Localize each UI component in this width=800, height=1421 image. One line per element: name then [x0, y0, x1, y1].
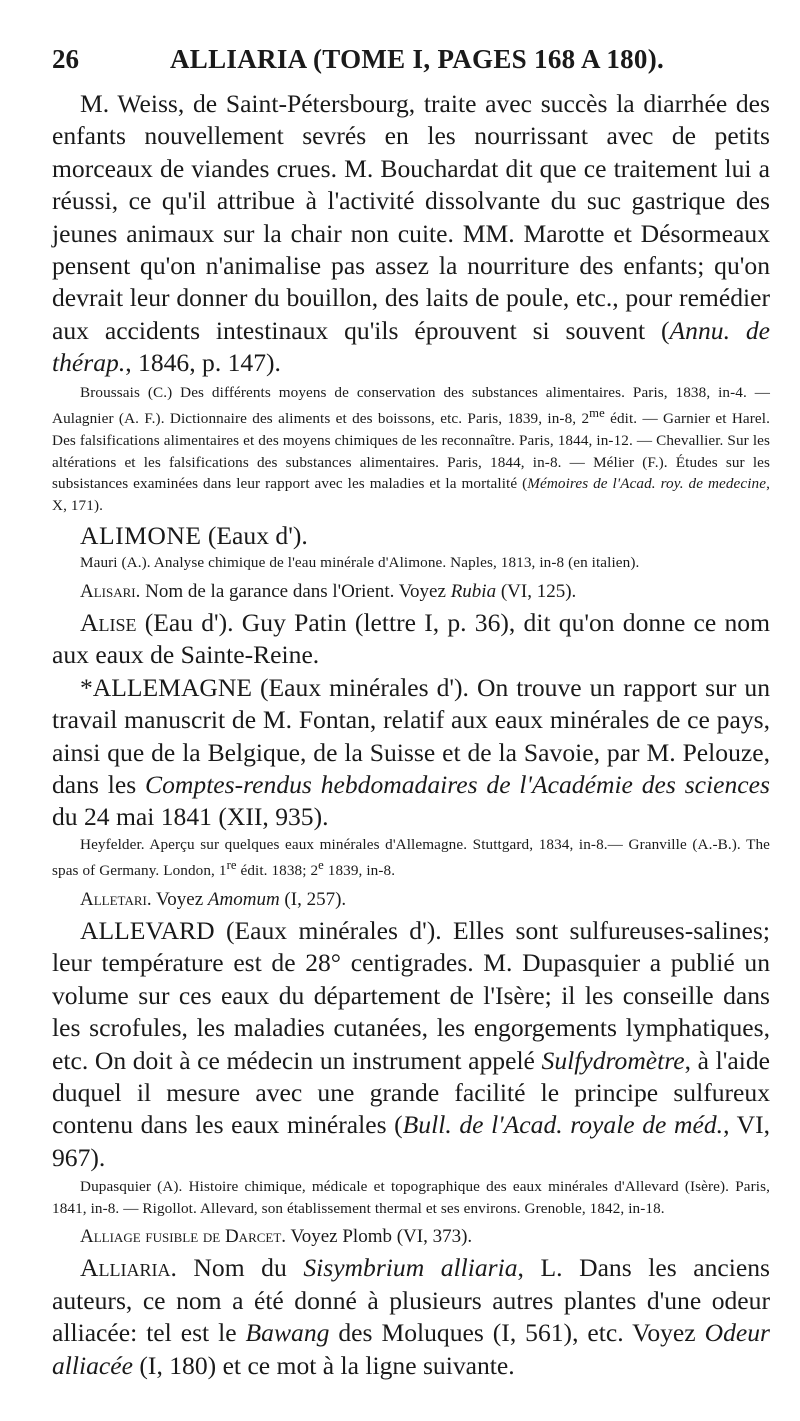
headword: ALIMONE [80, 521, 202, 551]
entry-alisari: Alisari. Nom de la garance dans l'Orient. Voyez Rubia (VI, 125). [80, 580, 577, 602]
instrument-name: Sulfydromètre [541, 1045, 685, 1075]
cross-reference: Rubia [450, 580, 497, 602]
headword: Alletari. [80, 888, 152, 910]
cross-reference: Bawang [245, 1318, 330, 1348]
paragraph-weiss: M. Weiss, de Saint-Pétersbourg, traite avec succès la diarrhée des enfants nouvellement sevrés en les nourrissant avec de petits morceaux de viandes crues. M. Bouchardat dit que ce traitement lui a réussi, ce qu'il attribue à l'activité dissolvante du suc gastrique des jeunes animaux sur la chair non cuite. MM. Marotte et Désormeaux pensent qu'on n'animalise pas assez la nourriture des enfants; qu'on devrait leur donner du bouillon, des laits de poule, etc., pour remédier aux accidents intestinaux qu'ils éprouvent si souvent (Annu. de thérap., 1846, p. 147). [52, 89, 771, 378]
headword: Alliaria. [80, 1253, 177, 1283]
headword: Alliage fusible de Darcet. [80, 1226, 287, 1248]
headword: Alisari. [80, 580, 141, 602]
entry-allevard: ALLEVARD (Eaux minérales d'). Elles sont sulfureuses-salines; leur température est de 28° centigrades. M. Dupasquier a publié un volume sur ces eaux du département de l'Isère; il les conseille dans les scrofules, les maladies cutanées, les engorgements lymphatiques, etc. On doit à ce médecin un instrument appelé Sulfydromètre, à l'aide duquel il mesure avec une grande facilité le principe sulfureux contenu dans les eaux minérales (Bull. de l'Acad. royale de méd., VI, 967). [52, 915, 771, 1172]
running-title: ALLIARIA (TOME I, PAGES 168 A 180). [170, 44, 665, 74]
entry-alletari: Alletari. Voyez Amomum (I, 257). [80, 888, 347, 910]
cross-reference: Amomum [207, 888, 280, 910]
running-header [52, 44, 770, 84]
bibliography-alimentation: Broussais (C.) Des différents moyens de conservation des substances alimentaires. Paris, 1838, in-4. — Aulagnier (A. F.). Dictionnaire des aliments et des boissons, etc. Paris, 1839, in-8, $2^{me}$ édit. — Garnier et Harel. Des falsifications alimentaires et des moyens chimiques de les reconnaître. Paris, 1844, in-12. — Chevallier. Sur les altérations et les falsifications des substances alimentaires. Paris, 1844, in-8. — Mélier (F.). Études sur les subsistances examinées dans leur rapport avec les maladies et la mortalité (Mémoires de l'Acad. roy. de medecine, X, 171). [52, 383, 770, 514]
bibliography-allevard: Dupasquier (A). Histoire chimique, médicale et topographique des eaux minérales d'Allevard (Isère). Paris, 1841, in-8. — Rigollot. Allevard, son établissement thermal et ses environs. Grenoble, 1842, in-18. [52, 1178, 770, 1217]
entry-alimone: ALIMONE (Eaux d'). [80, 521, 308, 551]
bibliography-alimone: Mauri (A.). Analyse chimique de l'eau minérale d'Alimone. Naples, 1813, in-8 (en italien). [80, 554, 640, 572]
entry-alliaria: Alliaria. Nom du Sisymbrium alliaria, L. Dans les anciens auteurs, ce nom a été donné à plusieurs autres plantes d'une odeur alliacée: tel est le Bawang des Moluques (I, 561), etc. Voyez Odeur alliacée (I, 180) et ce mot à la ligne suivante. [52, 1253, 770, 1380]
entry-alliage: Alliage fusible de Darcet. Voyez Plomb (VI, 373). [80, 1226, 473, 1248]
citation: Comptes-rendus hebdomadaires de l'Académie des sciences [145, 769, 770, 799]
cross-reference: Odeur alliacée [52, 1318, 770, 1380]
citation: Bull. de l'Acad. royale de méd. [402, 1110, 724, 1140]
page-number: 26 [52, 44, 79, 74]
taxon-name: Sisymbrium alliaria [303, 1253, 518, 1283]
headword: Alise [80, 607, 137, 637]
headword: *ALLEMAGNE [80, 672, 253, 702]
bibliography-allemagne: Heyfelder. Aperçu sur quelques eaux minérales d'Allemagne. Stuttgard, 1834, in-8.— Granville (A.-B.). The spas of Germany. London, 1re édit. 1838; 2e 1839, in-8. [52, 835, 770, 880]
citation: Mémoires de l'Acad. roy. de medecine [527, 475, 767, 493]
entry-allemagne: *ALLEMAGNE (Eaux minérales d'). On trouve un rapport sur un travail manuscrit de M. Fontan, relatif aux eaux minérales de ce pays, ainsi que de la Belgique, de la Suisse et de la Savoie, par M. Pelouze, dans les Comptes-rendus hebdomadaires de l'Académie des sciences du 24 mai 1841 (XII, 935). [52, 672, 770, 832]
entry-alise: Alise (Eau d'). Guy Patin (lettre I, p. 36), dit qu'on donne ce nom aux eaux de Sainte-Reine. [52, 607, 770, 670]
citation: Annu. de thérap. [52, 315, 771, 378]
headword: ALLEVARD [80, 915, 215, 945]
